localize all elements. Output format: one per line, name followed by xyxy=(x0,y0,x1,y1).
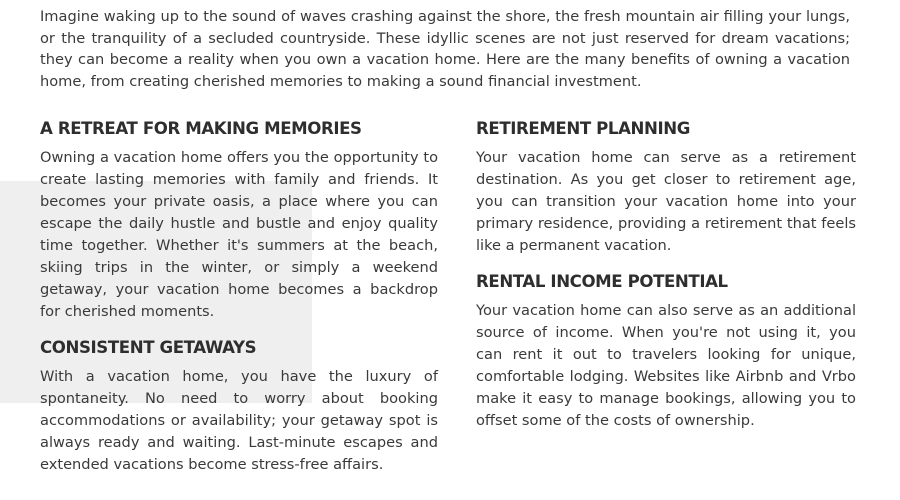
left-column xyxy=(40,117,438,489)
section-heading: RENTAL INCOME POTENTIAL xyxy=(476,272,728,291)
section-body: Your vacation home can also serve as an additional source of income. When you're not using it, you can rent it out to travelers looking for unique, comfortable lodging. Websites like Airbnb and Vrbo make it easy to manage bookings, allowing you to offset some of the costs of ownership. xyxy=(476,302,856,429)
section-rental-income xyxy=(476,270,856,432)
section-body: Your vacation home can serve as a retirement destination. As you get closer to retirement age, you can transition your vacation home into your primary residence, providing a retirement that feels like a permanent vacation. xyxy=(476,149,856,254)
section-body: Owning a vacation home offers you the opportunity to create lasting memories with family and friends. It becomes your private oasis, a place where you can escape the daily hustle and bustle and enjoy quality time together. Whether it's summers at the beach, skiing trips in the winter, or simply a weekend getaway, your vacation home becomes a backdrop for cherished moments. xyxy=(40,149,438,320)
section-retirement-planning xyxy=(476,117,856,257)
section-body: With a vacation home, you have the luxury of spontaneity. No need to worry about booking accommodations or availability; your getaway spot is always ready and waiting. Last-minute escapes and extended vacations become stress-free affairs. xyxy=(40,368,438,473)
section-heading: A RETREAT FOR MAKING MEMORIES xyxy=(40,119,362,138)
section-heading: RETIREMENT PLANNING xyxy=(476,119,690,138)
right-column xyxy=(476,117,856,445)
section-making-memories xyxy=(40,117,438,323)
intro-paragraph: Imagine waking up to the sound of waves crashing against the shore, the fresh mountain air filling your lungs, or the tranquility of a secluded countryside. These idyllic scenes are not just reserved for dream vacations; they can become a reality when you own a vacation home. Here are the many benefits of owning a vacation home, from creating cherished memories to making a sound financial investment. xyxy=(40,8,850,90)
section-heading: CONSISTENT GETAWAYS xyxy=(40,338,257,357)
section-consistent-getaways xyxy=(40,336,438,476)
